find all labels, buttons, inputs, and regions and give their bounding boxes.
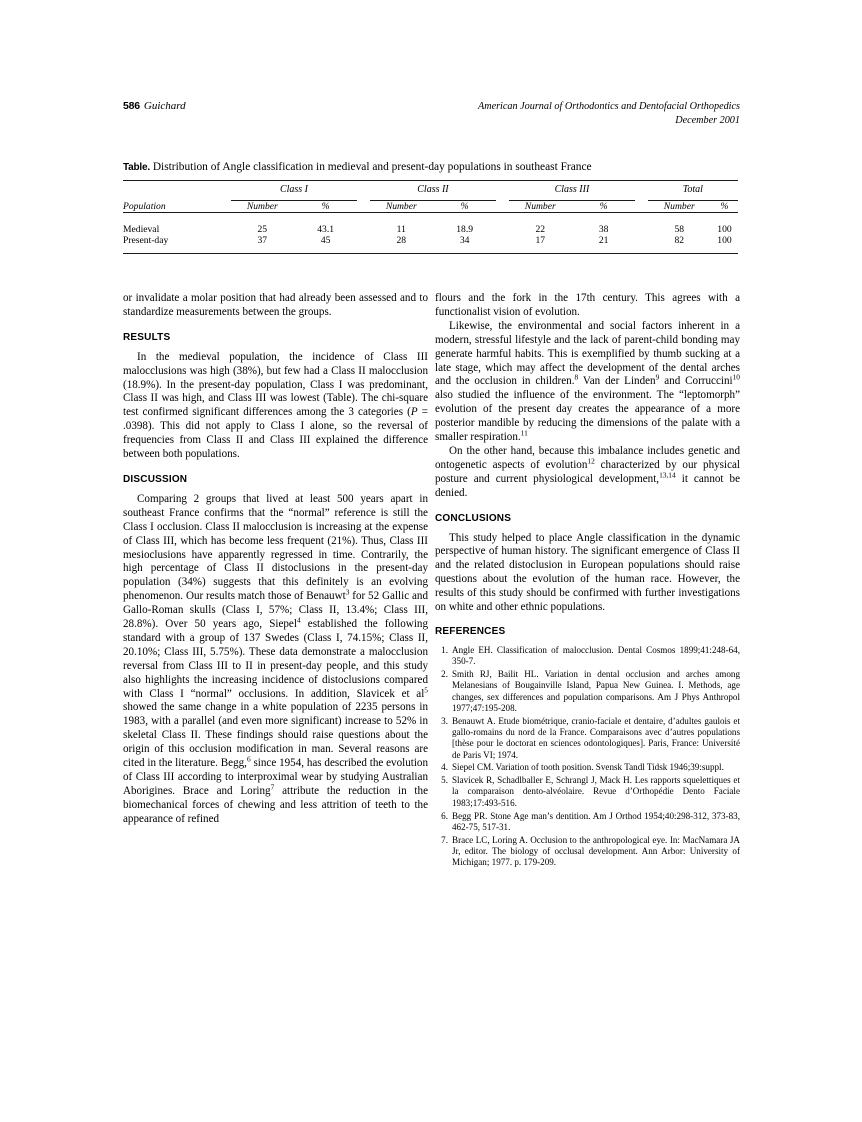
reference-item — [435, 716, 740, 761]
cell-gap-3 — [635, 235, 647, 254]
column-header-number: Number — [663, 201, 695, 212]
cell-gap-3 — [635, 216, 647, 235]
reference-number: 3. — [441, 715, 448, 726]
citation-ref-4: 4 — [296, 615, 301, 625]
subheader-gap-2 — [496, 201, 508, 213]
cell-gap-2 — [496, 235, 508, 254]
reference-item — [435, 762, 740, 773]
table-group-header-row — [123, 184, 738, 201]
column-header-percent: % — [599, 201, 608, 212]
cell-class-i-pct: 45 — [320, 235, 331, 246]
env-text-4: also studied the influence of the environment. The “leptomorph” evolution of the present day creates the appearance of a more posterior mandible by reducing the dimensions of the palate with a smaller respiration. — [435, 389, 740, 444]
reference-number: 1. — [441, 644, 448, 655]
references-list — [435, 645, 740, 869]
group-header-total — [648, 184, 738, 201]
discussion-text-5: since 1954, has described the evolution of Class III according to interproximal wear by studying Australian Aborigines. Brace and Loring — [123, 757, 428, 797]
column-header-population: Population — [123, 201, 166, 212]
cell-class-iii-pct: 21 — [598, 235, 609, 246]
reference-text: Brace LC, Loring A. Occlusion to the anthropological eye. In: MacNamara JA Jr, editor. The biology of occlusal development. Ann Arbor: University of Michigan; 1977. p. 179-209. — [452, 834, 740, 868]
cell-total-pct: 100 — [717, 235, 732, 246]
citation-ref-6: 6 — [246, 754, 251, 764]
results-text-part2: = .0398). This did not apply to Class I alone, so the reversal of frequencies from Class II and Class III explained the difference between both populations. — [123, 406, 428, 461]
table-label: Table. — [123, 162, 150, 173]
discussion-text-4: showed the same change in a white population of 2235 persons in 1983, with a parallel (and even more significant) increase to 52% in skeletal Class II. These findings should raise questions about the origin of this occlusion modification in man. Several reasons are cited in the literature. Begg, — [123, 701, 428, 770]
citation-ref-5: 5 — [424, 684, 428, 694]
journal-title: American Journal of Orthodontics and Dentofacial Orthopedics — [477, 101, 740, 112]
group-header-class-i-label: Class I — [279, 184, 308, 195]
group-header-spacer — [123, 184, 231, 201]
cell-class-iii-number: 22 — [535, 224, 546, 235]
reference-text: Siepel CM. Variation of tooth position. Svensk Tandl Tidsk 1946;39:suppl. — [452, 762, 724, 773]
subheader-gap-3 — [635, 201, 647, 213]
results-paragraph — [123, 351, 428, 462]
reference-text: Smith RJ, Bailit HL. Variation in dental occlusion and arches among Melanesians of Bougainville Island, Papua New Guinea. I. Methods, age changes, sex differences and population comparisons. Am J Phys Anthropol 1977;47:195-208. — [452, 668, 740, 713]
discussion-text-1: Comparing 2 groups that lived at least 500 years apart in southeast France confirms that the “normal” reference is still the Class I occlusion. Class II malocclusion is increasing at the expense of Class III, which has become less frequent (21%). Thus, Class III mesioclusions have apparently regressed in time. Contrarily, the high percentage of Class II distoclusions in the present-day population (34%) suggests that this definitely is an evolving phenomenon. Our results match those of Benauwt — [123, 492, 428, 603]
cell-class-i-number: 25 — [257, 224, 268, 235]
group-header-class-ii-label: Class II — [417, 184, 449, 195]
column-header-percent: % — [321, 201, 330, 212]
group-header-class-iii — [509, 184, 636, 201]
issue-date: December 2001 — [675, 114, 740, 126]
reference-number: 5. — [441, 775, 448, 786]
reference-item — [435, 669, 740, 714]
reference-number: 2. — [441, 668, 448, 679]
group-header-class-iii-label: Class III — [554, 184, 590, 195]
table-block — [123, 160, 738, 257]
reference-number: 7. — [441, 834, 448, 845]
cell-class-ii-pct: 34 — [459, 235, 470, 246]
group-gap-3 — [635, 184, 647, 201]
table-caption — [123, 160, 738, 175]
reference-item — [435, 645, 740, 668]
group-gap-2 — [496, 184, 508, 201]
group-gap-1 — [357, 184, 369, 201]
reference-number: 4. — [441, 762, 448, 773]
group-header-class-ii — [370, 184, 497, 201]
imbalance-paragraph — [435, 445, 740, 501]
column-header-number: Number — [524, 201, 556, 212]
section-heading-discussion: DISCUSSION — [123, 473, 188, 485]
citation-ref-9: 9 — [655, 372, 660, 382]
env-text-2: Van der Linden — [578, 375, 656, 388]
reference-text: Slavicek R, Schadlballer E, Schrangl J, Mack H. Les rapports squelettiques et la comparaison dento-alvéolaire. Revue d’Orthopédie Dento Faciale 1983;17:493-516. — [452, 775, 740, 808]
group-header-total-label: Total — [682, 184, 703, 195]
running-head — [123, 100, 740, 134]
left-text-column — [123, 292, 428, 827]
cell-class-i-pct: 43.1 — [317, 224, 335, 235]
imbalance-text-3: it cannot be denied. — [435, 472, 740, 499]
cell-class-iii-pct: 38 — [598, 224, 609, 235]
reference-text: Benauwt A. Etude biométrique, cranio-faciale et dentaire, d’adultes gaulois et gallo-romains du nord de la France. Comparaisons avec d’autres populations [thèse pour le doctorat en sciences odontologiques]. Paris, France: Université de Paris VI; 1974. — [452, 715, 740, 760]
cell-class-i-number: 37 — [257, 235, 268, 246]
right-text-column — [435, 292, 740, 870]
column-header-number: Number — [385, 201, 417, 212]
table-subheader-row — [123, 201, 738, 213]
table-row — [123, 235, 738, 254]
cell-class-ii-pct: 18.9 — [456, 224, 474, 235]
discussion-paragraph — [123, 493, 428, 827]
citation-ref-10: 10 — [732, 372, 740, 382]
citation-ref-3: 3 — [345, 587, 350, 597]
angle-classification-table — [123, 180, 738, 257]
citation-ref-7: 7 — [270, 782, 275, 792]
continued-paragraph: or invalidate a molar position that had already been assessed and to standardize measurements between the groups. — [123, 292, 428, 318]
conclusions-paragraph: This study helped to place Angle classification in the dynamic perspective of human history. The significant emergence of Class II and the related distoclusion in European populations should raise questions about the evolution of the human race. However, the results of this study should be confirmed with further investigations on white and other ethnic populations. — [435, 531, 740, 614]
cell-total-pct: 100 — [717, 224, 732, 235]
cell-total-number: 82 — [674, 235, 685, 246]
citation-ref-8: 8 — [574, 372, 579, 382]
cell-class-ii-number: 11 — [396, 224, 406, 235]
environment-paragraph — [435, 320, 740, 445]
cell-gap-1 — [357, 216, 369, 235]
running-head-left — [123, 100, 186, 113]
results-p-symbol: P — [410, 406, 418, 419]
discussion-text-2: for 52 Gallic and Gallo-Roman skulls (Class I, 57%; Class II, 13.4%; Class III, 28.8%). Over 50 years ago, Siepel — [123, 590, 428, 631]
table-caption-text: Distribution of Angle classification in medieval and present-day populations in southeast France — [149, 161, 592, 173]
reference-text: Begg PR. Stone Age man’s dentition. Am J Orthod 1954;40:298-312, 373-83, 462-75, 517-31. — [452, 810, 740, 832]
section-heading-conclusions: CONCLUSIONS — [435, 512, 512, 524]
citation-ref-13-14: 13,14 — [659, 470, 676, 480]
running-head-author: Guichard — [143, 100, 186, 112]
column-header-percent: % — [460, 201, 469, 212]
imbalance-text-1: On the other hand, because this imbalance includes genetic and ontogenetic aspects of evolution — [435, 444, 740, 471]
reference-item — [435, 811, 740, 834]
cell-gap-1 — [357, 235, 369, 254]
reference-text: Angle EH. Classification of malocclusion. Dental Cosmos 1899;41:248-64, 350-7. — [452, 644, 740, 667]
discussion-text-3: established the following standard with a group of 137 Swedes (Class I, 74.15%; Class II, 20.10%; Class III, 5.75%). These data demonstrate a malocclusion reversal from Class III to II in present-day people, and this study also highlights the increasing incidence of distoclusions compared with Class I “normal” occlusions. In addition, Slavicek et al — [123, 618, 428, 700]
cell-total-number: 58 — [674, 224, 685, 235]
column-header-number: Number — [246, 201, 278, 212]
continued-paragraph: flours and the fork in the 17th century. This agrees with a functionalist vision of evolution. — [435, 292, 740, 318]
table-row — [123, 216, 738, 235]
group-header-class-i — [231, 184, 358, 201]
results-text-part1: In the medieval population, the incidence of Class III malocclusions was high (38%), but few had a Class II malocclusion (18.9%). In the present-day population, Class I was predominant, Class II was high, and Class III was lowest (Table). The chi-square test confirmed significant differences among the 3 categories ( — [123, 350, 428, 419]
column-header-percent: % — [720, 201, 729, 212]
cell-population: Present-day — [123, 235, 169, 246]
citation-ref-11: 11 — [520, 428, 528, 438]
cell-class-iii-number: 17 — [535, 235, 546, 246]
cell-population: Medieval — [123, 224, 160, 235]
discussion-text-6: attribute the reduction in the biomechanical forces of chewing and less attrition of teeth to the appearance of refined — [123, 784, 428, 825]
running-head-right — [478, 100, 740, 127]
citation-ref-12: 12 — [587, 456, 595, 466]
section-heading-results: RESULTS — [123, 331, 171, 343]
reference-item — [435, 835, 740, 869]
reference-item — [435, 775, 740, 809]
imbalance-text-2: characterized by our physical posture and current physiological development, — [435, 458, 741, 485]
env-text-3: and Corruccini — [659, 375, 733, 388]
page-number: 586 — [123, 100, 140, 112]
section-heading-references: REFERENCES — [435, 625, 506, 637]
cell-class-ii-number: 28 — [396, 235, 407, 246]
env-text-1: Likewise, the environmental and social factors inherent in a modern, stressful lifestyle and the lack of parent-child bonding may generate harmful habits. This is exemplified by thumb sucking at a late stage, which may affect the development of the dental arches and the occlusion in children. — [435, 319, 740, 388]
table-rule-bottom — [123, 254, 738, 258]
subheader-gap-1 — [357, 201, 369, 213]
cell-gap-2 — [496, 216, 508, 235]
reference-number: 6. — [441, 810, 448, 821]
